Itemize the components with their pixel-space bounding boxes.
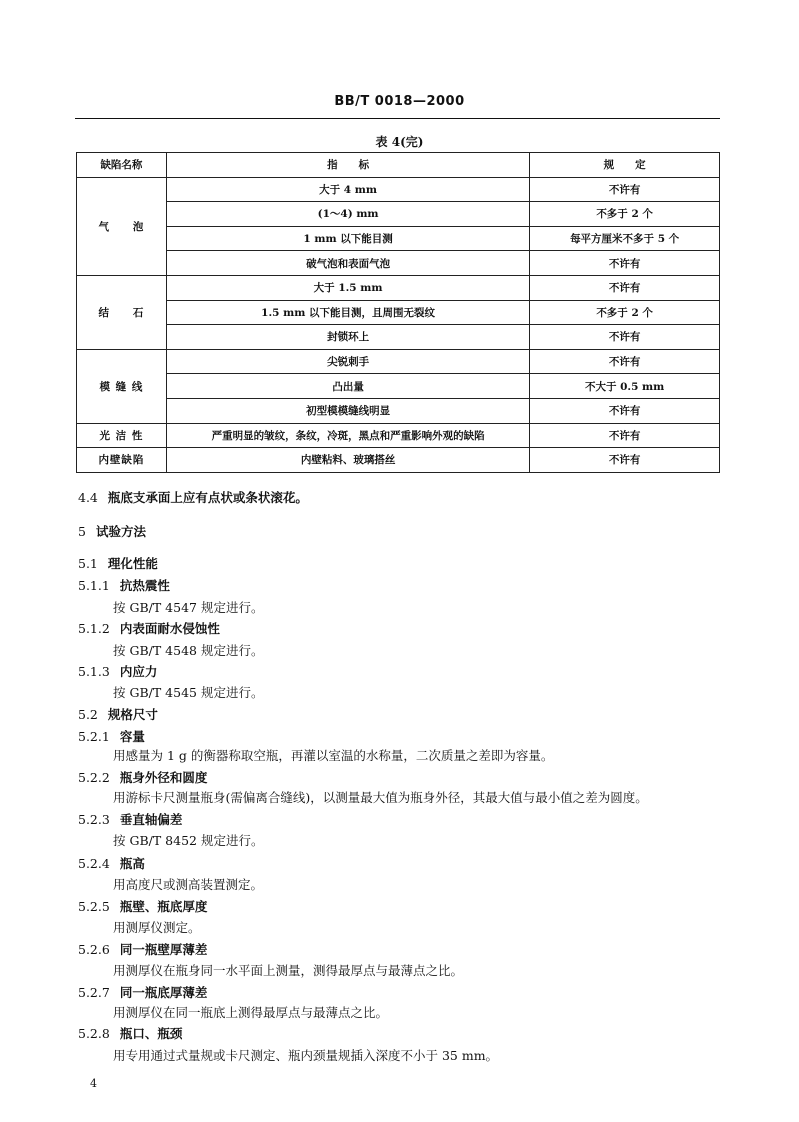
section-number: 4.4 (78, 490, 98, 505)
defect-category: 气 泡 (77, 177, 167, 275)
indicator-cell: 大于 1.5 mm (166, 275, 529, 300)
section-paragraph: 用感量为 1 g 的衡器称取空瓶，再灌以室温的水称量，二次质量之差即为容量。 (113, 748, 554, 763)
table-row (77, 423, 720, 448)
section-number: 5.1.2 (78, 621, 110, 636)
section-number: 5.2.8 (78, 1026, 110, 1041)
requirement-cell: 不许有 (530, 448, 720, 473)
requirement-cell: 不许有 (530, 349, 720, 374)
requirement-cell: 不大于 0.5 mm (530, 374, 720, 399)
table-row (77, 448, 720, 473)
section-number: 5.2.2 (78, 770, 110, 785)
section-paragraph: 按 GB/T 4545 规定进行。 (113, 685, 264, 700)
header-indicator: 指 标 (166, 153, 529, 178)
section-paragraph: 用测厚仪在瓶身同一水平面上测量，测得最厚点与最薄点之比。 (113, 963, 464, 978)
section-title: 规格尺寸 (107, 707, 158, 722)
requirement-cell: 不许有 (530, 251, 720, 276)
indicator-cell: 1 mm 以下能目测 (166, 226, 529, 251)
requirement-cell: 不多于 2 个 (530, 300, 720, 325)
table-row (77, 398, 720, 423)
section-title: 内表面耐水侵蚀性 (119, 621, 220, 636)
requirement-cell: 不许有 (530, 423, 720, 448)
requirement-cell: 不许有 (530, 398, 720, 423)
section-number: 5 (78, 524, 86, 539)
indicator-cell: 内壁粘料、玻璃搭丝 (166, 448, 529, 473)
header-requirement: 规 定 (530, 153, 720, 178)
section-number: 5.1.1 (78, 578, 110, 593)
indicator-cell: 大于 4 mm (166, 177, 529, 202)
section-title: 瓶口、瓶颈 (119, 1026, 183, 1041)
page-number: 4 (90, 1077, 97, 1090)
table-row (77, 226, 720, 251)
section-heading (78, 942, 207, 958)
section-paragraph: 用高度尺或测高装置测定。 (113, 877, 264, 892)
table-row (77, 275, 720, 300)
section-heading (78, 770, 207, 786)
section-title: 同一瓶底厚薄差 (119, 985, 208, 1000)
indicator-cell: 凸出量 (166, 374, 529, 399)
header-defect-name: 缺陷名称 (77, 153, 167, 178)
section-number: 5.2.3 (78, 812, 110, 827)
section-number: 5.1 (78, 556, 98, 571)
indicator-cell: 封锁环上 (166, 325, 529, 350)
section-number: 5.2 (78, 707, 98, 722)
requirement-cell: 每平方厘米不多于 5 个 (530, 226, 720, 251)
section-heading (78, 664, 157, 680)
section-title: 瓶身外径和圆度 (119, 770, 208, 785)
table-row (77, 177, 720, 202)
requirement-cell: 不多于 2 个 (530, 202, 720, 227)
section-paragraph: 按 GB/T 8452 规定进行。 (113, 833, 264, 848)
defect-category: 结 石 (77, 275, 167, 349)
section-heading (78, 985, 207, 1001)
section-title: 内应力 (119, 664, 158, 679)
section-heading (78, 899, 207, 915)
table-body (77, 177, 720, 472)
section-number: 5.2.5 (78, 899, 110, 914)
section-heading (78, 707, 158, 723)
section-title: 抗热震性 (119, 578, 170, 593)
table-row (77, 251, 720, 276)
section-heading (78, 490, 308, 506)
document-header: BB/T 0018—2000 (334, 94, 465, 109)
section-title: 瓶高 (119, 856, 145, 871)
requirement-cell: 不许有 (530, 325, 720, 350)
defect-spec-table (76, 152, 720, 473)
table-row (77, 202, 720, 227)
indicator-cell: (1～4) mm (166, 202, 529, 227)
section-heading (78, 556, 158, 572)
section-title: 瓶壁、瓶底厚度 (119, 899, 208, 914)
requirement-cell: 不许有 (530, 275, 720, 300)
section-heading (78, 856, 145, 872)
section-title: 理化性能 (107, 556, 158, 571)
section-title: 垂直轴偏差 (119, 812, 183, 827)
indicator-cell: 尖锐刺手 (166, 349, 529, 374)
section-number: 5.2.6 (78, 942, 110, 957)
table-row (77, 300, 720, 325)
section-paragraph: 按 GB/T 4547 规定进行。 (113, 600, 264, 615)
table-row (77, 325, 720, 350)
indicator-cell: 破气泡和表面气泡 (166, 251, 529, 276)
section-title: 同一瓶壁厚薄差 (119, 942, 208, 957)
section-title: 试验方法 (95, 524, 146, 539)
section-number: 5.1.3 (78, 664, 110, 679)
indicator-cell: 初型模模缝线明显 (166, 398, 529, 423)
section-heading (78, 729, 145, 745)
section-heading (78, 812, 182, 828)
table-caption: 表 4(完) (375, 135, 424, 149)
indicator-cell: 1.5 mm 以下能目测，且周围无裂纹 (166, 300, 529, 325)
section-title: 容量 (119, 729, 145, 744)
section-paragraph: 用测厚仪在同一瓶底上测得最厚点与最薄点之比。 (113, 1005, 389, 1020)
defect-category: 内壁缺陷 (77, 448, 167, 473)
table-row (77, 374, 720, 399)
defect-category: 光 洁 性 (77, 423, 167, 448)
section-paragraph: 按 GB/T 4548 规定进行。 (113, 643, 264, 658)
section-heading (78, 578, 170, 594)
section-number: 5.2.7 (78, 985, 110, 1000)
section-paragraph: 用专用通过式量规或卡尺测定、瓶内颈量规插入深度不小于 35 mm。 (113, 1048, 499, 1063)
table-row (77, 349, 720, 374)
section-paragraph: 用游标卡尺测量瓶身(需偏离合缝线)，以测量最大值为瓶身外径，其最大值与最小值之差为圆度。 (113, 790, 648, 805)
indicator-cell: 严重明显的皱纹，条纹，冷斑，黑点和严重影响外观的缺陷 (166, 423, 529, 448)
section-paragraph: 用测厚仪测定。 (113, 920, 201, 935)
requirement-cell: 不许有 (530, 177, 720, 202)
section-heading (78, 524, 146, 540)
section-heading (78, 621, 220, 637)
section-number: 5.2.4 (78, 856, 110, 871)
section-number: 5.2.1 (78, 729, 110, 744)
section-heading (78, 1026, 182, 1042)
header-divider (75, 118, 720, 119)
defect-category: 模 缝 线 (77, 349, 167, 423)
section-title: 瓶底支承面上应有点状或条状滚花。 (107, 490, 308, 505)
table-header-row (77, 153, 720, 178)
